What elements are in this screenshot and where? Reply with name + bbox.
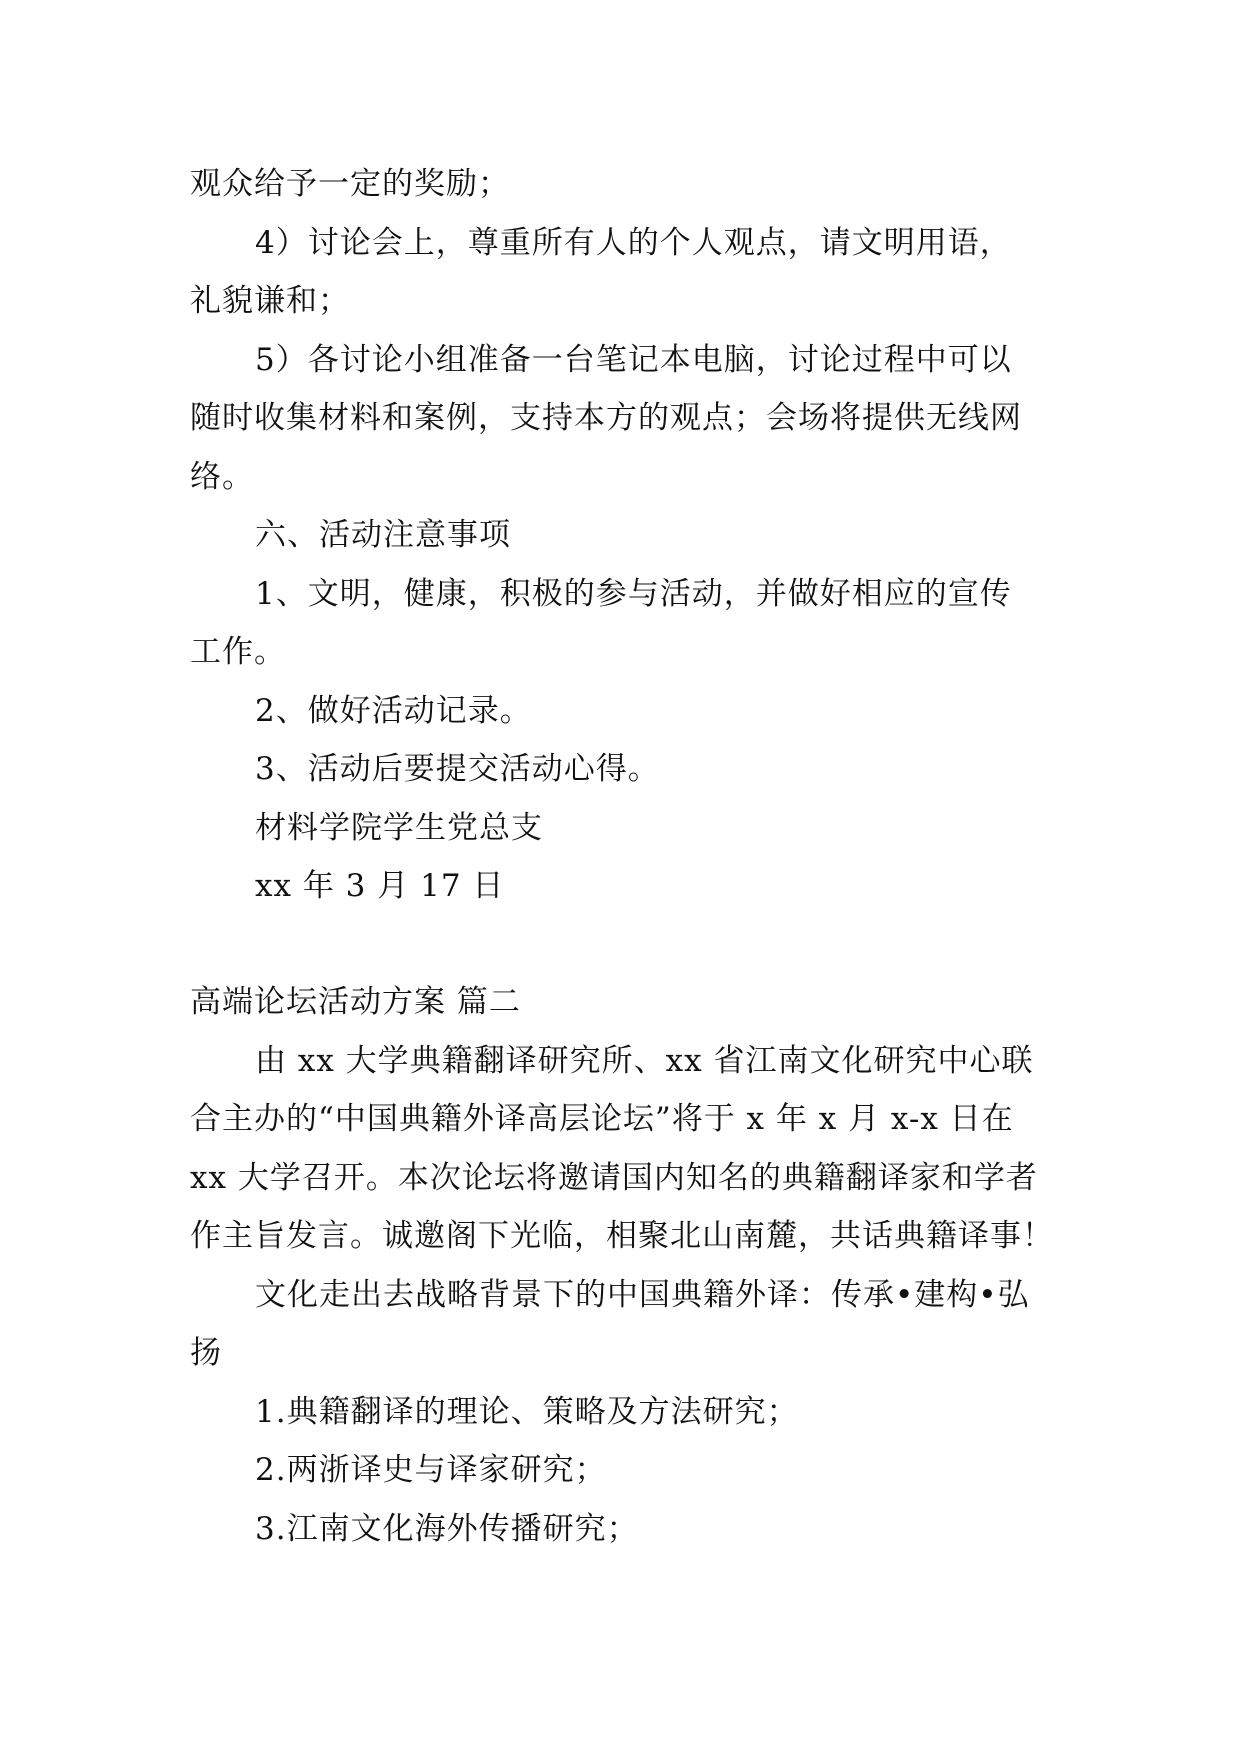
text-line: 由 xx 大学典籍翻译研究所、xx 省江南文化研究中心联 — [255, 1043, 1034, 1079]
text-line: 3、活动后要提交活动心得。 — [255, 751, 660, 787]
text-line: xx 大学召开。本次论坛将邀请国内知名的典籍翻译家和学者 — [190, 1160, 1038, 1196]
text-line: 扬 — [190, 1335, 222, 1371]
text-line: 礼貌谦和； — [190, 283, 350, 319]
signature-date: xx 年 3 月 17 日 — [255, 868, 505, 904]
text-line: 观众给予一定的奖励； — [190, 166, 510, 202]
text-line: 文化走出去战略背景下的中国典籍外译：传承•建构•弘 — [255, 1277, 1030, 1313]
section-heading: 六、活动注意事项 — [255, 517, 511, 553]
section-title: 高端论坛活动方案 篇二 — [190, 984, 521, 1020]
text-line: 5）各讨论小组准备一台笔记本电脑，讨论过程中可以 — [255, 342, 1012, 378]
list-item: 3.江南文化海外传播研究； — [255, 1511, 639, 1547]
text-line: 4）讨论会上，尊重所有人的个人观点，请文明用语， — [255, 225, 1012, 261]
text-line: 作主旨发言。诚邀阁下光临，相聚北山南麓，共话典籍译事！ — [190, 1218, 1054, 1254]
list-item: 2.两浙译史与译家研究； — [255, 1452, 607, 1488]
list-item: 1.典籍翻译的理论、策略及方法研究； — [255, 1394, 799, 1430]
text-line: 随时收集材料和案例，支持本方的观点；会场将提供无线网 — [190, 400, 1022, 436]
text-line: 合主办的“中国典籍外译高层论坛”将于 x 年 x 月 x-x 日在 — [190, 1101, 1014, 1137]
text-line: 2、做好活动记录。 — [255, 693, 532, 729]
text-line: 工作。 — [190, 634, 286, 670]
text-line: 络。 — [190, 459, 254, 495]
signature-org: 材料学院学生党总支 — [255, 810, 543, 846]
text-line: 1、文明，健康，积极的参与活动，并做好相应的宣传 — [255, 576, 1012, 612]
